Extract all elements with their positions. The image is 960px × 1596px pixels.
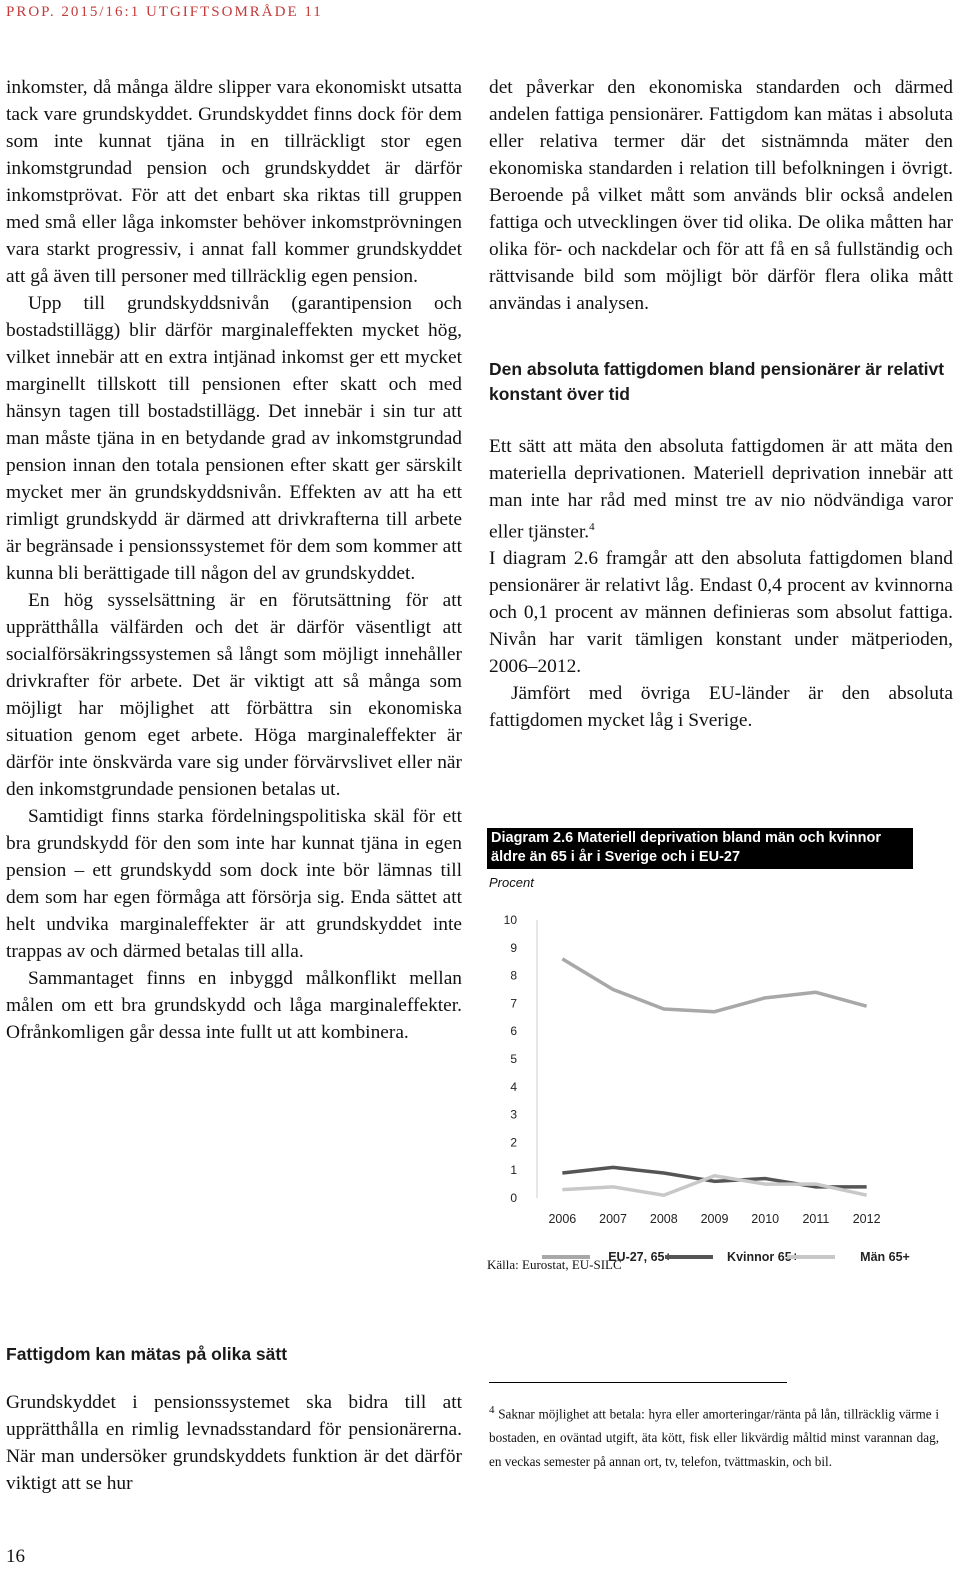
y-tick-label: 3 — [510, 1107, 517, 1122]
series-line — [562, 959, 866, 1012]
footnote-text: Saknar möjlighet att betala: hyra eller amorteringar/ränta på lån, tillräcklig värme i bostaden, en oväntad utgift, äta kött, fisk eller likvärdig måltid minst varannan dag, en veckas semester på annan ort, tv, telefon, tvättmaskin, och bil. — [489, 1406, 940, 1470]
paragraph: inkomster, då många äldre slipper vara ekonomiskt utsatta tack vare grundskyddet. Grundskyddet finns dock för dem som inte kunnat tjäna in en tillräckligt stor egen inkomstgrundad pension och grundskyddet är därför inkomstprövat. För att det enbart ska riktas till gruppen med små eller låga inkomster behöver inkomstprövningen vara starkt progressiv, i annat fall kommer grundskyddet att gå även till personer med tillräcklig egen pension. — [6, 77, 462, 287]
paragraph: Jämfört med övriga EU-länder är den absoluta fattigdomen mycket låg i Sverige. — [489, 683, 953, 732]
y-tick-label: 6 — [510, 1024, 517, 1039]
paragraph-text: Ett sätt att mäta den absoluta fattigdomen är att mäta den materiella deprivationen. Materiell deprivation innebär att man inte har råd med minst tre av nio nödvändiga varor eller tjänster. — [489, 436, 953, 543]
section-poverty — [6, 1342, 462, 1497]
left-column — [6, 74, 462, 1046]
y-tick-label: 2 — [510, 1135, 517, 1150]
chart-unit-label: Procent — [489, 875, 534, 890]
x-tick-label: 2007 — [599, 1212, 627, 1226]
chart-figure — [487, 828, 913, 1264]
y-tick-label: 9 — [510, 940, 517, 955]
paragraph: Samtidigt finns starka fördelningspolitiska skäl för ett bra grundskydd för den som inte har kunnat tjäna in egen pension – ett grundskydd som dock inte bör lämnas till dem som har egen förmåga att försörja sig. Enda sättet att helt undvika marginaleffekter är att grundskyddet inte trappas av och därmed betalas till alla. — [6, 806, 462, 962]
footnote — [489, 1398, 939, 1474]
section-heading: Fattigdom kan mätas på olika sätt — [6, 1344, 288, 1364]
paragraph: En hög sysselsättning är en förutsättning för att upprätthålla välfärden och det är därför väsentligt att socialförsäkringssystemen så långt som möjligt innehåller drivkrafter för arbete. Det är viktigt att så många som möjligt har möjlighet att förbättra sin ekonomiska situation genom eget arbete. Höga marginaleffekter är därför inte önskvärda vare sig under förvärvslivet eller när den inkomstgrundade pensionen betalas ut. — [6, 590, 462, 800]
y-tick-label: 5 — [510, 1052, 517, 1066]
legend-label: Män 65+ — [860, 1250, 910, 1264]
paragraph: det påverkar den ekonomiska standarden och därmed andelen fattiga pensionärer. Fattigdom kan mätas i absoluta eller relativa termer där det sistnämnda mäter den ekonomiska standarden i relation till befolkningen i övrigt. Beroende på vilket mått som används blir också andelen fattiga och utvecklingen över tid olika. De olika måtten har olika för- och nackdelar och för att få en så fullständig och rättvisande bild som möjligt bör därför flera olika mått användas i analysen. — [489, 77, 953, 314]
x-tick-label: 2006 — [548, 1212, 577, 1226]
y-tick-label: 1 — [510, 1163, 517, 1178]
x-tick-label: 2010 — [751, 1212, 780, 1226]
y-tick-label: 10 — [503, 913, 517, 927]
right-column — [489, 74, 953, 734]
paragraph: Grundskyddet i pensionssystemet ska bidra till att upprätthålla en rimlig levnadsstandard för pensionärerna. När man undersöker grundskyddets funktion är det därför viktigt att se hur — [6, 1392, 462, 1494]
x-tick-label: 2008 — [649, 1212, 678, 1226]
chart-title — [487, 828, 913, 869]
chart-source: Källa: Eurostat, EU-SILC — [487, 1257, 622, 1272]
chart-title-line: äldre än 65 i år i Sverige och i EU-27 — [491, 849, 741, 865]
paragraph — [489, 433, 953, 545]
paragraph: Sammantaget finns en inbyggd målkonflikt mellan målen om ett bra grundskydd och låga marginaleffekter. Ofrånkomligen går dessa inte fullt ut att kombinera. — [6, 968, 462, 1043]
y-tick-label: 0 — [510, 1191, 517, 1205]
page-number: 16 — [6, 1546, 25, 1567]
paragraph: Upp till grundskyddsnivån (garantipension och bostadstillägg) blir därför marginaleffekten mycket hög, vilket innebär att en extra intjänad inkomst ger ett mycket marginellt tillskott till pensionen efter skatt och med hänsyn tagen till bostadstillägg. Det innebär i sin tur att man måste tjäna in en betydande grad av inkomstgrundad pension innan den totala pensionen efter skatt ger särskilt mycket mer än grundskyddsnivån. Effekten av att ha ett rimligt grundskydd är därmed att drivkrafterna till arbete är begränsade i pensionssystemet för dem som kommer att kunna bli berättigade till någon del av grundskyddet. — [6, 293, 462, 584]
legend-label: EU-27, 65+ — [608, 1250, 672, 1264]
footnote-ref: 4 — [589, 521, 595, 533]
line-chart — [487, 890, 913, 1264]
x-tick-label: 2009 — [700, 1212, 729, 1226]
running-head: PROP. 2015/16:1 UTGIFTSOMRÅDE 11 — [6, 4, 323, 20]
series-line — [562, 1176, 866, 1195]
footnote-divider — [489, 1382, 787, 1383]
section-heading: Den absoluta fattigdomen bland pensionärer är relativt konstant över tid — [489, 359, 945, 404]
y-tick-label: 7 — [510, 996, 517, 1011]
y-tick-label: 8 — [510, 968, 517, 983]
x-tick-label: 2011 — [802, 1212, 830, 1226]
chart-title-line: Diagram 2.6 Materiell deprivation bland män och kvinnor — [491, 830, 881, 846]
x-tick-label: 2012 — [852, 1212, 881, 1226]
y-tick-label: 4 — [510, 1079, 517, 1094]
paragraph: I diagram 2.6 framgår att den absoluta fattigdomen bland pensionärer är relativt låg. Endast 0,4 procent av kvinnorna och 0,1 procent av männen definieras som absolut fattiga. Nivån har varit tämligen konstant under mätperioden, 2006–2012. — [489, 548, 953, 678]
footnote-number: 4 — [489, 1404, 495, 1416]
legend-label: Kvinnor 65+ — [727, 1250, 799, 1264]
